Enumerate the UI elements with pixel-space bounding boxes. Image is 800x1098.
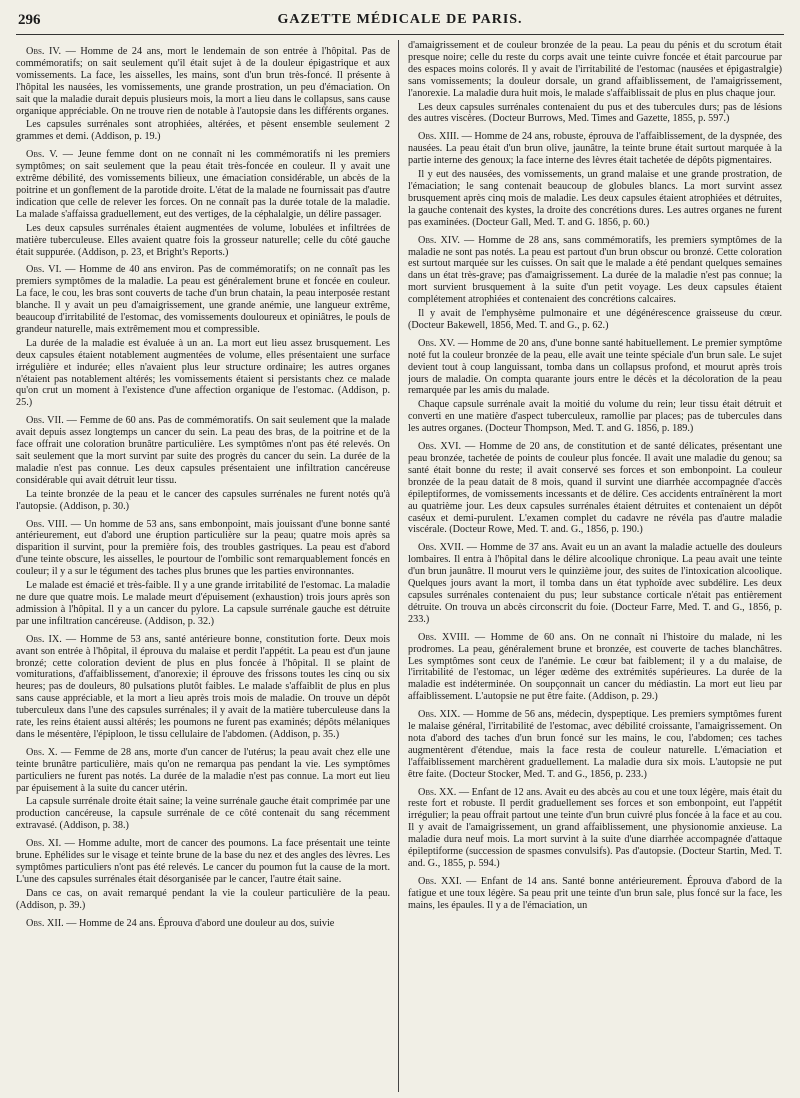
text-columns (16, 40, 784, 1092)
body-paragraph: Dans ce cas, on avait remarqué pendant la vie la couleur particulière de la peau. (Addison, p. 39.) (16, 887, 390, 911)
observation-label: Obs. XVI. (418, 441, 462, 453)
left-column (16, 40, 390, 1092)
observation-text: — Homme de 40 ans environ. Pas de commémoratifs; on ne connaît pas les premiers symptômes de la maladie. La peau est généralement brune et foncée en couleur. La face, le cou, les bras sont couverts de tache d'un brun chatain, la peau interposée restant blanche. Il y avait un peu d'amaigrissement, une grande anémie, une langueur extrême, beaucoup d'irritabilité de l'estomac, des vomissements douloureux et opiniâtres, le pouls de grandeur naturelle, mais extrêmement mou et compressible. (16, 264, 390, 335)
body-paragraph: La durée de la maladie est évaluée à un an. La mort eut lieu assez brusquement. Les deux capsules étaient notablement augmentées de volume, elles présentaient une surface irrégulière et indurée; elles n'avaient plus leur structure ordinaire; les autres organes n'étaient pas notablement altérés; les vomissements étaient si persistants chez ce malade qu'on crut un moment à l'existence d'une affection organique de l'estomac. (Addison, p. 25.) (16, 337, 390, 409)
observation-label: Obs. XII. (26, 917, 64, 929)
observation-paragraph (408, 632, 782, 703)
observation-label: Obs. VII. (26, 415, 64, 427)
observation-label: Obs. XVIII. (418, 631, 470, 643)
observation-text: — Enfant de 14 ans. Santé bonne antérieurement. Éprouva d'abord de la fatigue et une toux légère. Sa peau prit une teinte d'un brun sale, plus foncé sur la face, les mains, les épaules. Il y a de l'émaciation, un (408, 875, 782, 911)
page-header (16, 12, 784, 35)
observation-text: — Un homme de 53 ans, sans embonpoint, mais jouissant d'une bonne santé antérieurement, eut d'abord une éruption particulière sur la peau; quatre mois après sa disparition il survint, pour la première fois, des troubles gastriques. La peau est d'abord d'une teinte obscure, les aisselles, le pourtour de l'ombilic sont remarquablement foncés en couleur; il y a sur le tégument des taches plus brunes que les parties environnantes. (16, 518, 390, 578)
observation-label: Obs. VI. (26, 264, 62, 276)
observation-paragraph (408, 131, 782, 167)
observation-text: — Femme de 28 ans, morte d'un cancer de l'utérus; la peau avait chez elle une teinte brunâtre particulière, mais qu'on ne remarqua pas pendant la vie. Les symptômes particuliers ne furent pas notés. La durée de la maladie n'est pas connue. La mort eut lieu par épuisement à la suite du cancer utérin. (16, 746, 390, 794)
observation-text: — Homme de 20 ans, de constitution et de santé délicates, présentant une peau bronzée, tachetée de points de couleur plus foncée. Il avait une maladie du genou; sa santé était bonne du reste; il avait conservé ses forces et son embonpoint. La couleur bronzée de la peau datait de 8 mois, quand il survint une diarrhée accompagnée d'accès épileptiformes, de vomissements incessants et de délire. Ces accidents entraînèrent la mort au quatrième jour. Les deux capsules surrénales étaient détruites et contenaient un dépôt caséux et demi-purulent. L'examen complet du cadavre ne révéla pas d'autre maladie viscérale. (Docteur Rowe, Med. T. and. G., 1856, p. 190.) (408, 441, 782, 536)
observation-paragraph (16, 46, 390, 117)
observation-text: — Homme de 20 ans, d'une bonne santé habituellement. Le premier symptôme noté fut la couleur bronzée de la peau, elle avait une teinte spéciale d'un brun sale. Le sujet devient tout à coup languissant, tomba dans un collapsus profond, et mourut après trois jours de maladie. On compta quarante jours entre le décès et la décoloration de la peau remarquée par les amis du malade. (408, 337, 782, 397)
observation-text: — Homme de 56 ans, médecin, dyspeptique. Les premiers symptômes furent le malaise général, l'irritabilité de l'estomac, avec débilité croissante, l'amaigrissement. On nota d'abord des taches d'un brun foncé sur les mains, le cou, l'abdomen; ces taches augmentèrent d'étendue, mais la face resta de couleur naturelle. L'émaciation et l'affaiblissement marchèrent graduellement. La maladie dura six mois. L'autopsie ne put être faite. (Docteur Stocker, Med. T. and G., 1856, p. 233.) (408, 709, 782, 780)
observation-paragraph (16, 747, 390, 795)
observation-text: — Homme de 53 ans, santé antérieure bonne, constitution forte. Deux mois avant son entrée à l'hôpital, il éprouva du malaise et perdit l'appétit. La peau est d'un jaune bronzé; cette coloration devient de plus en plus foncée à l'hôpital. Il se plaint de vomiturations, d'affaiblissement, d'anorexie; il éprouve des frissons toutes les cinq ou six heures; pas de douleurs, 80 pulsations plutôt faibles. Le malade s'affaiblit de plus en plus sans cause appréciable, et la mort a lieu après trois mois de maladie. On trouve un dépôt tuberculeux dans l'une des capsules surrénales; il y avait de la matière tuberculeuse dans la rate, les reins étaient aussi altérés; les poumons ne furent pas examinés; dépôts mélaniques dans le mésentère, l'épiploon, le tissu cellulaire de l'abdomen. (Addison, p. 35.) (16, 633, 390, 740)
body-paragraph: Il y eut des nausées, des vomissements, un grand malaise et une grande prostration, de l'émaciation; le sang contenait beaucoup de globules blancs. La mort survint assez brusquement après cinq mois de maladie. Les deux capsules étaient atrophiées et détruites, la gauche contenait des kystes, la droite des concrétions dures. Les autres organes ne furent pas examinées. (Docteur Gall, Med. T. and G. 1856, p. 60.) (408, 169, 782, 228)
observation-paragraph (16, 519, 390, 579)
observation-text: — Enfant de 12 ans. Avait eu des abcès au cou et une toux légère, mais était du reste fort et robuste. Il perdit graduellement ses forces et son embonpoint, eut l'appétit irrégulier; la peau offrait partout une teinte d'un brun cuivré plus foncée à la face et au cou. Il y avait de l'amaigrissement, un grand affaiblissement, une physionomie anxieuse. La maladie dura neuf mois. La mort survint à la suite d'une diarrhée accompagnée d'attaque épileptiforme (succession de spasmes convulsifs). Pas d'autopsie. (Docteur Startin, Med. T. and. G., 1855, p. 594.) (408, 786, 782, 869)
observation-paragraph (16, 264, 390, 335)
right-column (408, 40, 782, 1092)
observation-paragraph (408, 542, 782, 625)
observation-paragraph (16, 838, 390, 886)
observation-text: — Homme de 24 ans. Éprouva d'abord une douleur au dos, suivie (63, 917, 335, 929)
running-title: GAZETTE MÉDICALE DE PARIS. (277, 12, 523, 27)
observation-label: Obs. IV. (26, 46, 62, 57)
observation-text: — Jeune femme dont on ne connaît ni les commémoratifs ni les premiers symptômes; on sait seulement que la peau était très-foncée en couleur. Il y avait une extrême débilité, des vomissements bilieux, une émaciation considérable, un abcès de la poitrine et un gonflement de la parotide droite. L'état de la malade ne fournissait pas d'autre indication que celle de relever les forces. On ne connaît pas la durée totale de la maladie. La malade s'affaissa graduellement, eut des vertiges, de la céphalalgie, un délire passager. (16, 149, 390, 220)
observation-paragraph (16, 415, 390, 486)
observation-label: Obs. V. (26, 149, 58, 161)
observation-label: Obs. IX. (26, 633, 62, 645)
observation-paragraph (16, 918, 390, 930)
column-divider (398, 40, 399, 1092)
observation-text: — Femme de 60 ans. Pas de commémoratifs. On sait seulement que la malade avait depuis assez longtemps un cancer du sein. La peau des bras, de la poitrine et de la face offrait une coloration brunâtre particulière. Les symptômes n'ont pas été relevés. On sait seulement que la mort survint par suite des progrès du cancer du sein. La durée de la maladie n'est pas connue. Les deux capsules présentaient une infiltration cancéreuse considérable qui avait détruit leur tissu. (16, 415, 390, 486)
body-paragraph: Les deux capsules surrénales contenaient du pus et des tubercules durs; pas de lésions des autres viscères. (Docteur Burrows, Med. Times and Gazette, 1855, p. 597.) (408, 101, 782, 125)
observation-paragraph (408, 235, 782, 306)
body-paragraph: Chaque capsule surrénale avait la moitié du volume du rein; leur tissu était détruit et converti en une matière d'aspect tuberculeux, ramollie par places; pas de tubercules dans les autres organes. (Docteur Thompson, Med. T. and G. 1856, p. 189.) (408, 399, 782, 435)
page-number: 296 (18, 12, 41, 28)
observation-paragraph (16, 634, 390, 741)
observation-text: — Homme de 37 ans. Avait eu un an avant la maladie actuelle des douleurs lombaires. Il entra à l'hôpital dans le délire alcoolique chronique. La peau avait une teinte d'un brun jaunâtre. Il mourut vers le quinzième jour, des suites de l'intoxication alcoolique. Quelques jours avant la mort, il tomba dans un état typhoïde avec subdélire. Les deux capsules surrénales contenaient du pus; leur substance corticale n'était pas entièrement détruite. On trouva un abcès circonscrit du foie. (Docteur Farre, Med. T. and G., 1856, p. 233.) (408, 542, 782, 625)
body-paragraph: La capsule surrénale droite était saine; la veine surrénale gauche était comprimée par une production cancéreuse, la capsule surrénale de ce côté contenait du sang récemment extravasé. (Addison, p. 38.) (16, 796, 390, 832)
observation-paragraph (408, 876, 782, 912)
observation-text: — Homme de 28 ans, sans commémoratifs, les premiers symptômes de la maladie ne sont pas notés. La peau est partout d'un brun obscur ou bronzé. Cette coloration est surtout marquée sur les cuisses. On sait que le malade a été pendant quelques semaines dans un état très-grave; pas d'amaigrissement. La durée de la maladie n'est pas connue; la mort survient brusquement à la suite d'un petit voyage. Les deux capsules étaient complétement atrophiées et contenaient des concrétions calcaires. (408, 234, 782, 306)
observation-paragraph (408, 787, 782, 870)
body-paragraph: Les deux capsules surrénales étaient augmentées de volume, lobulées et infiltrées de matière tuberculeuse. Elles avaient quatre fois la grosseur naturelle; celle du côté gauche était suppurée. (Addison, p. 23, et Bright's Reports.) (16, 222, 390, 258)
body-paragraph: Les capsules surrénales sont atrophiées, altérées, et pèsent ensemble seulement 2 grammes et demi. (Addison, p. 19.) (16, 119, 390, 143)
observation-label: Obs. XI. (26, 838, 62, 850)
observation-label: Obs. XIX. (418, 709, 461, 721)
observation-paragraph (16, 149, 390, 220)
body-paragraph: Il y avait de l'emphysème pulmonaire et une dégénérescence graisseuse du cœur. (Docteur Bakewell, 1856, Med. T. and G., p. 62.) (408, 308, 782, 331)
observation-label: Obs. XIV. (418, 234, 460, 246)
observation-label: Obs. XIII. (418, 131, 460, 143)
observation-text: — Homme de 60 ans. On ne connaît ni l'histoire du malade, ni les prodromes. La peau, généralement brune et bronzée, est couverte de taches blanchâtres. Les symptômes sont ceux de l'anémie. Le cœur bat faiblement; il y a du malaise, de l'irritabilité de l'estomac, un léger œdème des extrémités supérieures. La durée de la maladie est indéterminée. On soupçonnait un cancer du médiastin. La mort eut lieu par affaiblissement. L'autopsie ne put être faite. (Addison, p. 29.) (408, 631, 782, 703)
observation-label: Obs. XXI. (418, 875, 462, 887)
observation-text: — Homme de 24 ans, mort le lendemain de son entrée à l'hôpital. Pas de commémoratifs; on sait seulement qu'il était sujet à de la douleur épigastrique et aux vomissements. La face, les aisselles, les mains, sont d'un brun très-foncé. Il présente à l'hôpital les nausées, les vomissements, une grande prostration, un peu d'émaciation. On sait que la maladie durait depuis plusieurs mois, la mort a lieu dans le collapsus, sans cause organique appréciable. On ne trouve rien de notable à l'autopsie dans les différents organes. (16, 46, 390, 117)
observation-label: Obs. X. (26, 746, 58, 758)
observation-paragraph (408, 709, 782, 780)
observation-label: Obs. VIII. (26, 518, 68, 530)
observation-text: — Homme adulte, mort de cancer des poumons. La face présentait une teinte brune. Ephélides sur le visage et teinte brune de la base du nez et des angles des lèvres. Les symptômes particuliers n'ont pas été relevés. Le cancer du poumon fut la cause de la mort. L'une des capsules surrénales était désorganisée par le cancer, l'autre était saine. (16, 838, 390, 885)
observation-label: Obs. XVII. (418, 542, 464, 554)
observation-paragraph (408, 338, 782, 398)
observation-label: Obs. XX. (418, 786, 457, 798)
body-paragraph: La teinte bronzée de la peau et le cancer des capsules surrénales ne furent notés qu'à l'autopsie. (Addison, p. 30.) (16, 488, 390, 512)
observation-label: Obs. XV. (418, 337, 456, 349)
observation-paragraph (408, 441, 782, 536)
newspaper-page (16, 12, 784, 1094)
body-paragraph: Le malade est émacié et très-faible. Il y a une grande irritabilité de l'estomac. La maladie ne dure que quatre mois. Le malade meurt d'épuisement (exhaustion) trois jours après son admission à l'hôpital. Il y a un cancer du pylore. La capsule surrénale gauche est détruite par une infiltration cancéreuse. (Addison, p. 32.) (16, 580, 390, 627)
continued-paragraph: d'amaigrissement et de couleur bronzée de la peau. La peau du pénis et du scrotum était presque noire; celle du reste du corps avait une teinte cuivre foncée et était parcourue par des espaces moins colorés. Il y avait de l'irritabilité de l'estomac (nausées et épigastralgie) sans vomissements; la douleur dorsale, un grand affaiblissement, de l'amaigrissement, l'anorexie. La maladie dura huit mois, le malade s'affaiblissait de plus en plus chaque jour. (408, 40, 782, 99)
observation-text: — Homme de 24 ans, robuste, éprouva de l'affaiblissement, de la dyspnée, des nausées. La peau était d'un brun olive, jaunâtre, la teinte brune était surtout marquée à la partie interne des genoux; la face interne des lèvres était tachetée de dépôts pigmentaires. (408, 131, 782, 167)
